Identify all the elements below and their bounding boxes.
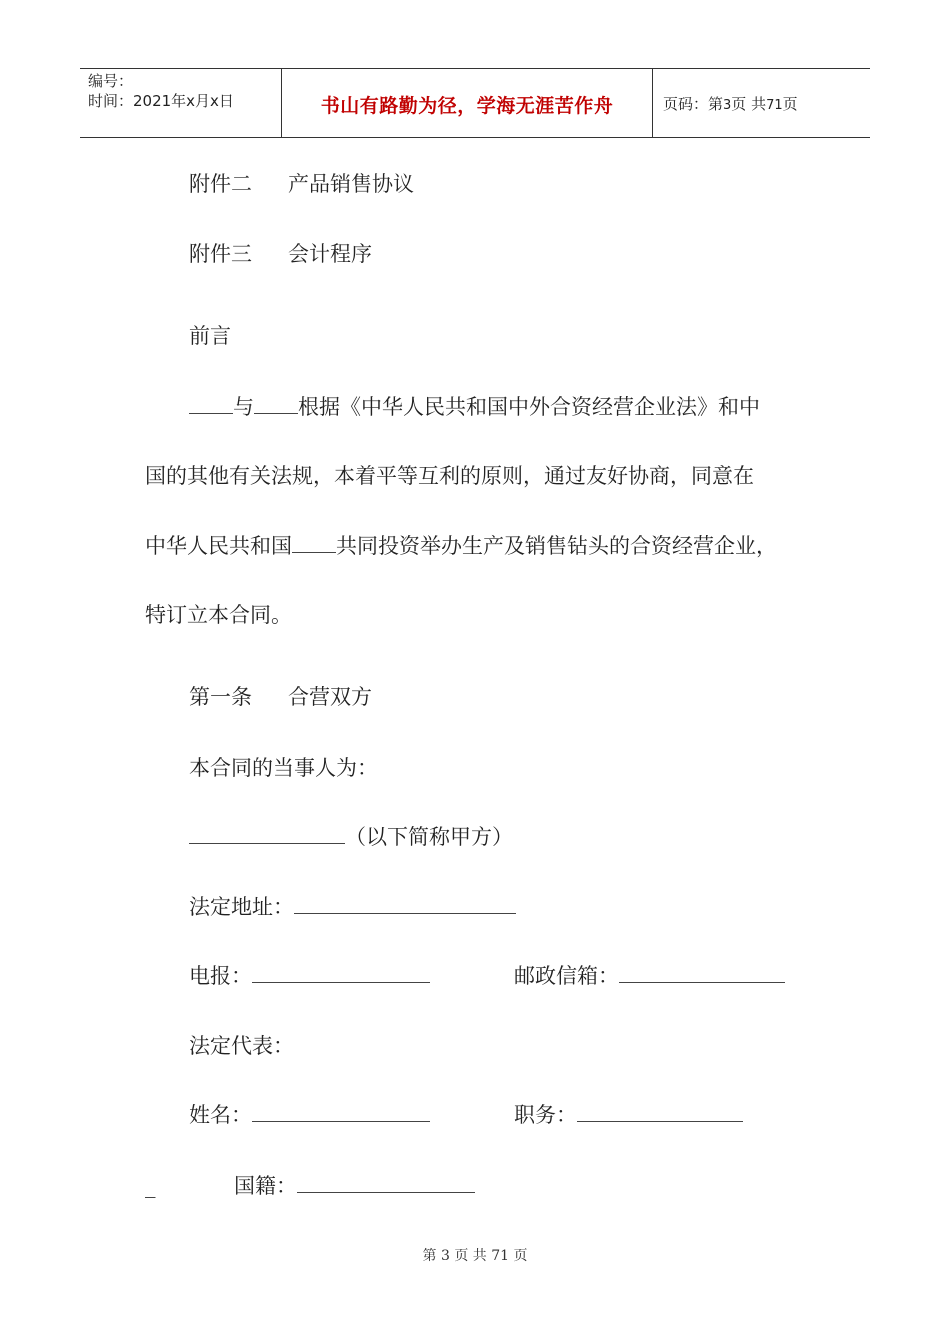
preface-line-3-start: 中华人民共和国 bbox=[145, 534, 292, 558]
legal-address-line bbox=[189, 893, 516, 921]
preface-line-1 bbox=[189, 393, 760, 421]
nationality-line bbox=[234, 1172, 475, 1200]
position-label: 职务： bbox=[514, 1103, 577, 1127]
header-page-info bbox=[663, 93, 798, 114]
party-a-line bbox=[189, 823, 513, 851]
header-page-total: 71 bbox=[766, 98, 783, 113]
name-line bbox=[189, 1101, 430, 1129]
annex-2-line bbox=[189, 170, 414, 198]
header-page-prefix: 页码：第 bbox=[663, 95, 724, 113]
header-page-suffix: 页 bbox=[782, 95, 798, 113]
annex-3-label: 附件三 bbox=[189, 242, 252, 266]
annex-2-title: 产品销售协议 bbox=[288, 172, 414, 196]
header-motto: 书山有路勤为径，学海无涯苦作舟 bbox=[320, 95, 614, 117]
position-line bbox=[514, 1101, 743, 1129]
header-motto-cell bbox=[282, 69, 653, 137]
legal-address-label: 法定地址： bbox=[189, 895, 294, 919]
party-a-suffix: （以下简称甲方） bbox=[345, 825, 513, 849]
annex-2-label: 附件二 bbox=[189, 172, 252, 196]
footer-page-total: 71 bbox=[491, 1248, 510, 1264]
preface-line-1-rest: 根据《中华人民共和国中外合资经营企业法》和中 bbox=[298, 395, 760, 419]
party-b-blank bbox=[254, 393, 298, 414]
nationality-label: 国籍： bbox=[234, 1174, 297, 1198]
preface-line-3 bbox=[145, 532, 777, 560]
preface-line-3-rest: 共同投资举办生产及销售钻头的合资经营企业， bbox=[336, 534, 777, 558]
name-blank bbox=[252, 1101, 430, 1122]
annex-3-line bbox=[189, 240, 372, 268]
annex-3-title: 会计程序 bbox=[288, 242, 372, 266]
page-header bbox=[80, 68, 870, 138]
legal-address-blank bbox=[294, 893, 516, 914]
legal-rep-label: 法定代表： bbox=[189, 1034, 294, 1058]
footer-page-current: 3 bbox=[440, 1248, 450, 1264]
document-number-label: 编号： bbox=[88, 72, 134, 90]
preface-title: 前言 bbox=[189, 324, 231, 348]
header-page-middle: 页 共 bbox=[731, 95, 767, 113]
leading-mark: _ bbox=[145, 1174, 156, 1198]
header-page-cell bbox=[653, 69, 870, 137]
footer-suffix: 页 bbox=[513, 1248, 528, 1264]
footer-middle: 页 共 bbox=[454, 1248, 487, 1264]
nationality-blank bbox=[297, 1172, 475, 1193]
telegram-blank bbox=[252, 962, 430, 983]
party-a-name-blank bbox=[189, 823, 345, 844]
footer-prefix: 第 bbox=[422, 1248, 437, 1264]
preface-line-2: 国的其他有关法规，本着平等互利的原则，通过友好协商，同意在 bbox=[145, 464, 754, 488]
preface-line-1-mid: 与 bbox=[233, 395, 254, 419]
postbox-label: 邮政信箱： bbox=[514, 964, 619, 988]
telegram-line bbox=[189, 962, 430, 990]
postbox-blank bbox=[619, 962, 785, 983]
article-1-heading bbox=[189, 683, 372, 711]
location-blank bbox=[292, 532, 336, 553]
parties-intro: 本合同的当事人为： bbox=[189, 756, 378, 780]
article-1-label: 第一条 bbox=[189, 685, 252, 709]
name-label: 姓名： bbox=[189, 1103, 252, 1127]
position-blank bbox=[577, 1101, 743, 1122]
postbox-line bbox=[514, 962, 785, 990]
page-footer bbox=[0, 1245, 950, 1265]
document-date-label: 时间：2021年x月x日 bbox=[88, 92, 234, 110]
article-1-title: 合营双方 bbox=[288, 685, 372, 709]
party-a-blank bbox=[189, 393, 233, 414]
header-meta-cell bbox=[80, 69, 282, 137]
preface-line-4: 特订立本合同。 bbox=[145, 603, 292, 627]
header-page-current: 3 bbox=[723, 98, 732, 113]
telegram-label: 电报： bbox=[189, 964, 252, 988]
